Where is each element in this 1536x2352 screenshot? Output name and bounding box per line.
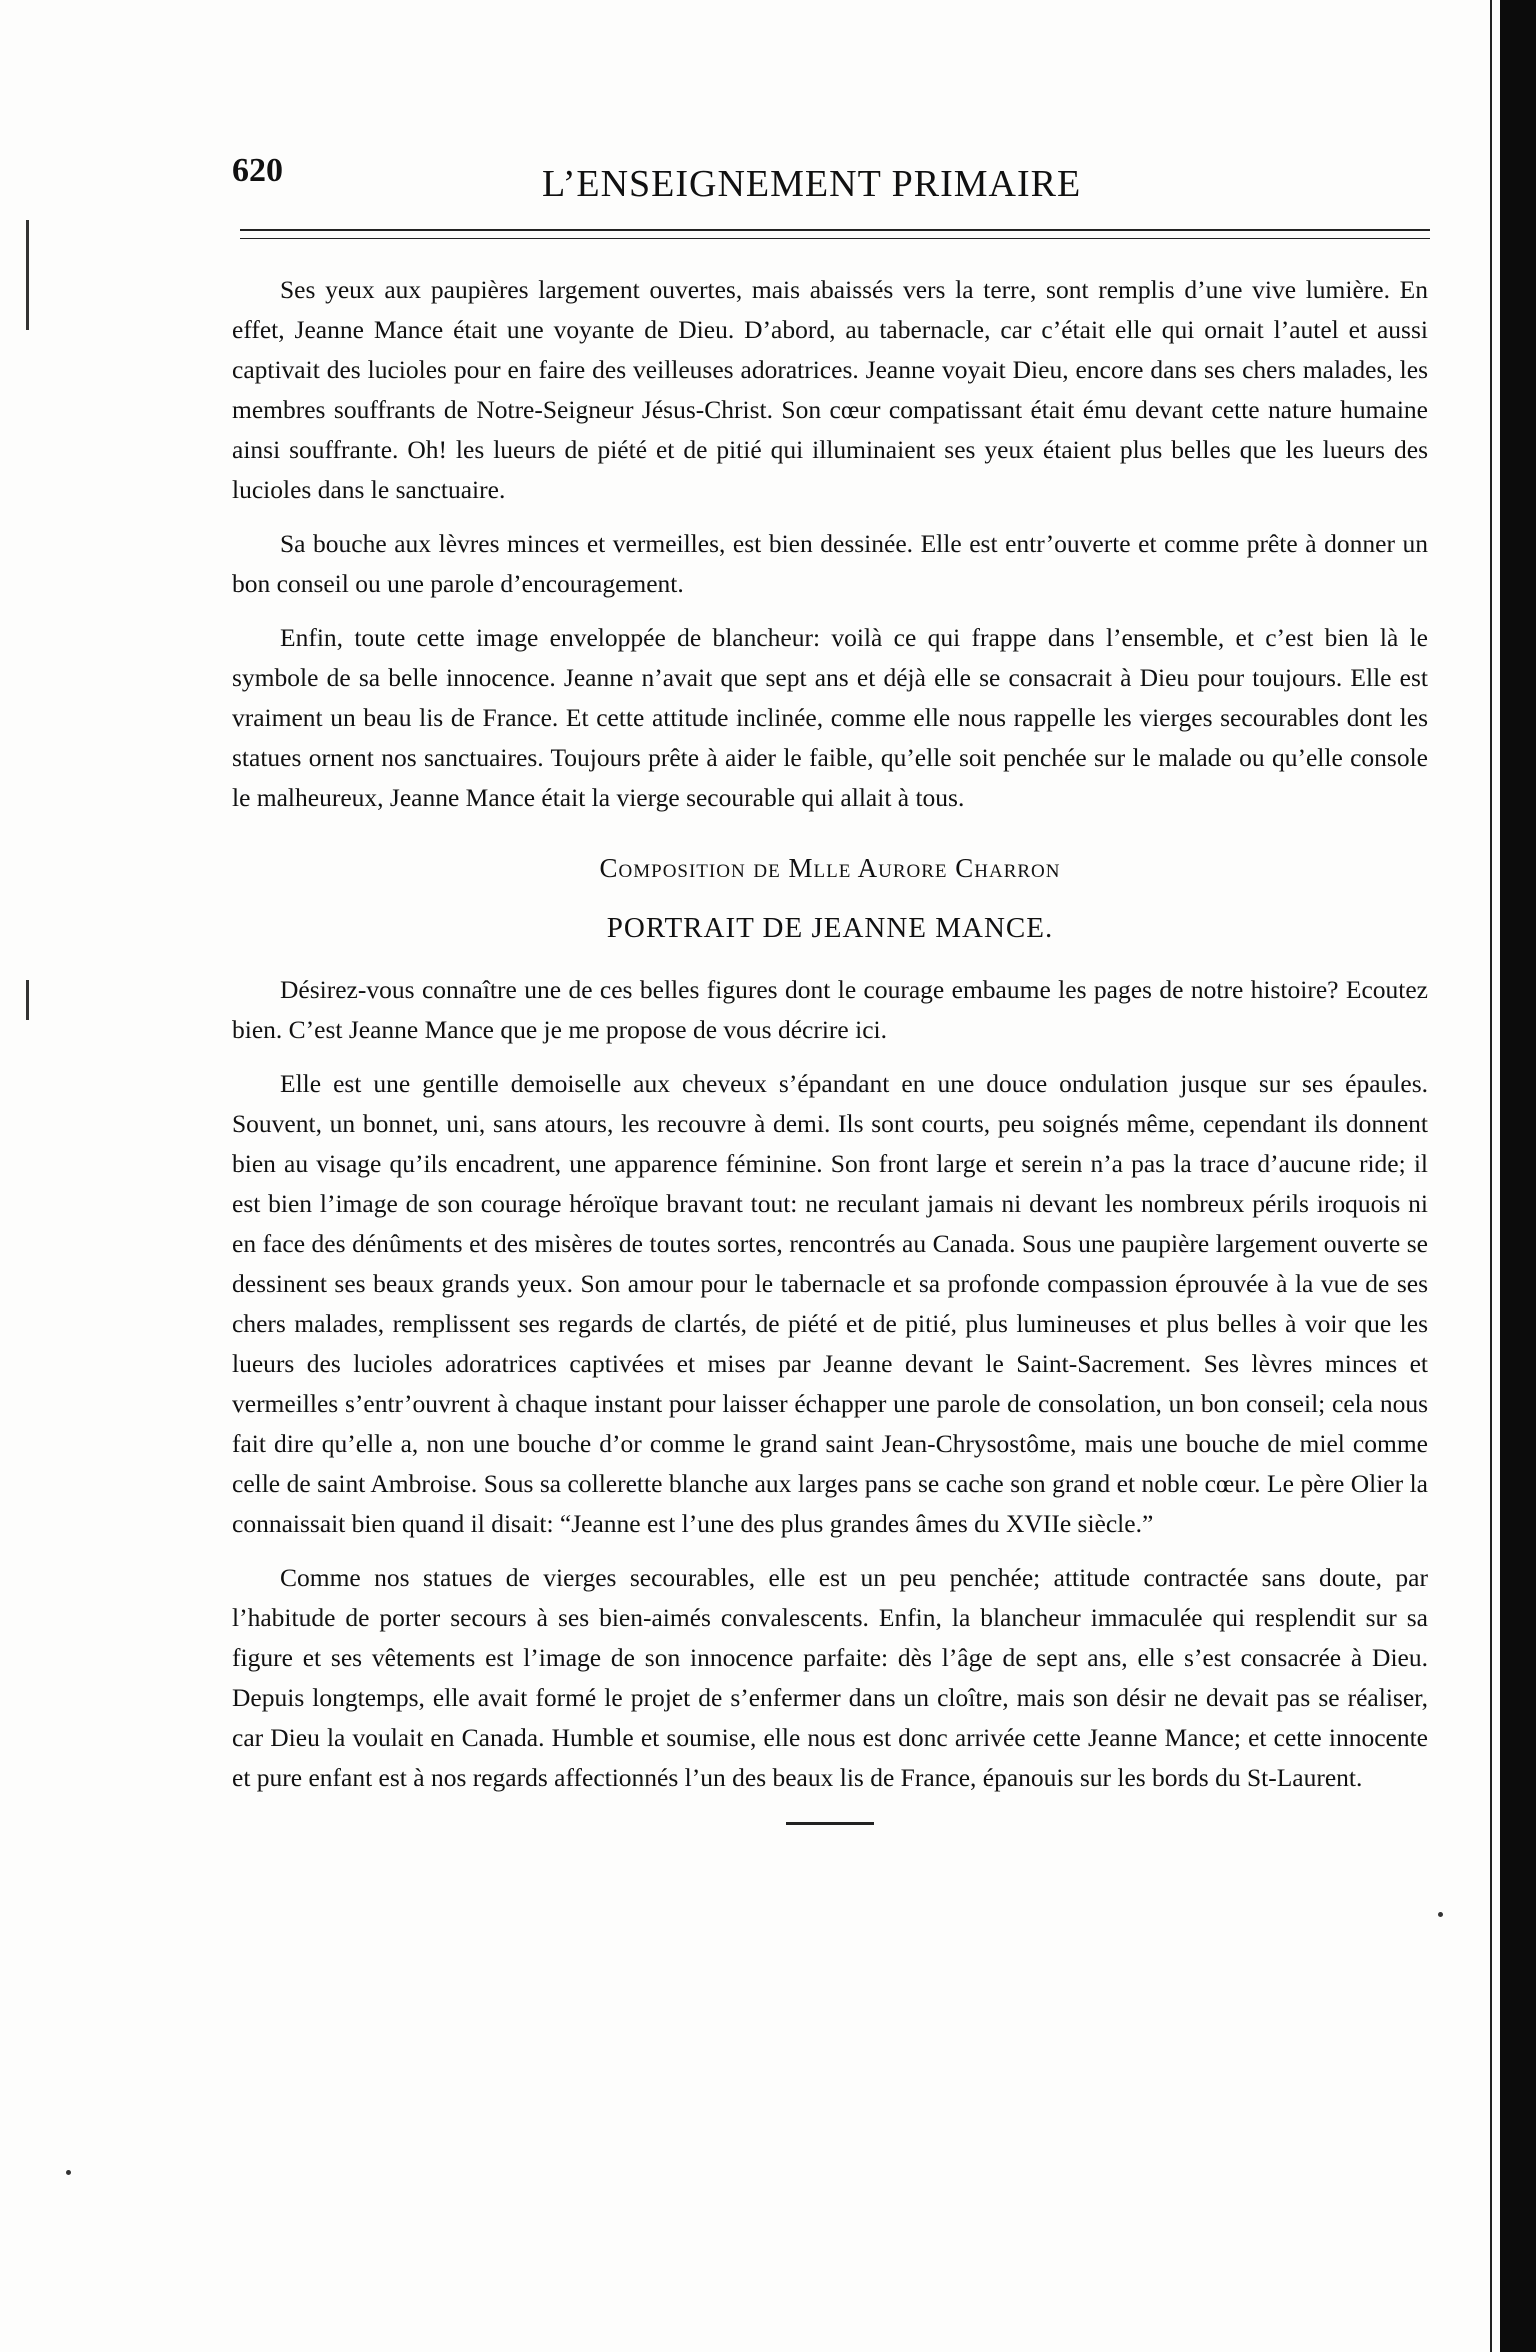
scan-border-right <box>1500 0 1536 2352</box>
scan-mark-left <box>26 980 29 1020</box>
scan-mark-left <box>26 220 29 330</box>
page-header <box>232 150 1432 210</box>
section-title: PORTRAIT DE JEANNE MANCE. <box>606 912 1054 944</box>
page-number: 620 <box>232 152 283 189</box>
article-body <box>232 270 1428 1825</box>
header-rule <box>240 229 1430 231</box>
composition-credit: Composition de Mlle Aurore Charron <box>599 853 1061 883</box>
paragraph: Elle est une gentille demoiselle aux cheveux s’épandant en une douce ondulation jusque sur ses épaules. Souvent, un bonnet, uni, sans atours, les recouvre à demi. Ils sont courts, peu soignés même, cependant ils donnent bien au visage qu’ils encadrent, une apparence féminine. Son front large et serein n’a pas la trace d’aucune ride; il est bien l’image de son courage héroïque bravant tout: ne reculant jamais ni devant les nombreux périls iroquois ni en face des dénûments et des misères de toutes sortes, rencontrés au Canada. Sous une paupière largement ouverte se dessinent ses beaux grands yeux. Son amour pour le tabernacle et sa profonde compassion éprouvée à la vue de ses chers malades, remplissent ses regards de clartés, de piété et de pitié, plus lumineuses et plus belles à voir que les lueurs des lucioles adoratrices captivées et mises par Jeanne devant le Saint-Sacrement. Ses lèvres minces et vermeilles s’entr’ouvrent à chaque instant pour laisser échapper une parole de consolation, un bon conseil; cela nous fait dire qu’elle a, non une bouche d’or comme le grand saint Jean-Chrysostôme, mais une bouche de miel comme celle de saint Ambroise. Sous sa collerette blanche aux larges pans se cache son grand et noble cœur. Le père Olier la connaissait bien quand il disait: “Jeanne est l’une des plus grandes âmes du XVIIe siècle.” <box>232 1069 1428 1538</box>
scan-border-line <box>1490 0 1492 2352</box>
running-title: L’ENSEIGNEMENT PRIMAIRE <box>542 163 1082 205</box>
header-rule-thin <box>240 238 1430 239</box>
end-rule <box>786 1822 874 1825</box>
paragraph: Enfin, toute cette image enveloppée de blancheur: voilà ce qui frappe dans l’ensemble, et c’est bien là le symbole de sa belle innocence. Jeanne n’avait que sept ans et déjà elle se consacrait à Dieu pour toujours. Elle est vraiment un beau lis de France. Et cette attitude inclinée, comme elle nous rappelle les vierges secourables dont les statues ornent nos sanctuaires. Toujours prête à aider le faible, qu’elle soit penchée sur le malade ou qu’elle console le malheureux, Jeanne Mance était la vierge secourable qui allait à tous. <box>232 623 1428 812</box>
paragraph: Ses yeux aux paupières largement ouvertes, mais abaissés vers la terre, sont remplis d’une vive lumière. En effet, Jeanne Mance était une voyante de Dieu. D’abord, au tabernacle, car c’était elle qui ornait l’autel et aussi captivait des lucioles pour en faire des veilleuses adoratrices. Jeanne voyait Dieu, encore dans ses chers malades, les membres souffrants de Notre-Seigneur Jésus-Christ. Son cœur compatissant était ému devant cette nature humaine ainsi souffrante. Oh! les lueurs de piété et de pitié qui illuminaient ses yeux étaient plus belles que les lueurs des lucioles dans le sanctuaire. <box>232 275 1428 504</box>
scan-speck <box>66 2170 71 2175</box>
paragraph: Sa bouche aux lèvres minces et vermeilles, est bien dessinée. Elle est entr’ouverte et comme prête à donner un bon conseil ou une parole d’encouragement. <box>232 529 1428 598</box>
paragraph: Désirez-vous connaître une de ces belles figures dont le courage embaume les pages de notre histoire? Ecoutez bien. C’est Jeanne Mance que je me propose de vous décrire ici. <box>232 975 1428 1044</box>
paragraph: Comme nos statues de vierges secourables, elle est un peu penchée; attitude contractée sans doute, par l’habitude de porter secours à ses bien-aimés convalescents. Enfin, la blancheur immaculée qui resplendit sur sa figure et ses vêtements est l’image de son innocence parfaite: dès l’âge de sept ans, elle s’est consacrée à Dieu. Depuis longtemps, elle avait formé le projet de s’enfermer dans un cloître, mais son désir ne devait pas se réaliser, car Dieu la voulait en Canada. Humble et soumise, elle nous est donc arrivée cette Jeanne Mance; et cette innocente et pure enfant est à nos regards affectionnés l’un des beaux lis de France, épanouis sur les bords du St-Laurent. <box>232 1563 1428 1792</box>
scan-speck <box>1438 1912 1443 1917</box>
